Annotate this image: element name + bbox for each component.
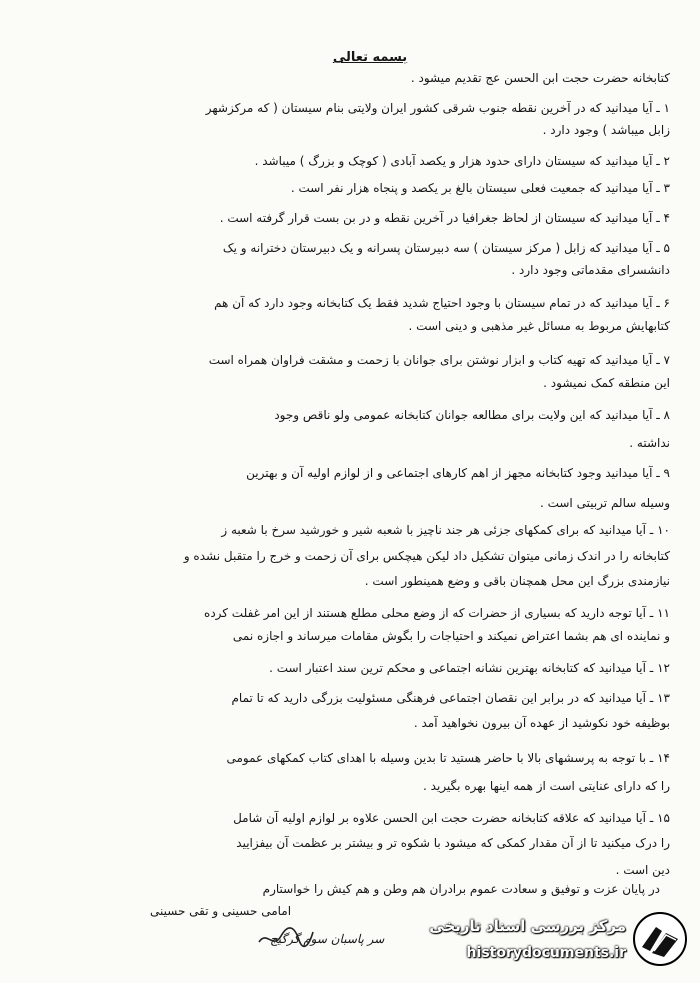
watermark — [429, 905, 690, 980]
text-line: کتابخانه را در اندک زمانی میتوان تشکیل داد لیکن هیچکس برای آن زحمت و خرج را متقبل نشده و — [183, 549, 670, 563]
text-line: بوظیفه خود نکوشید از عهده آن بیرون نخواهید آمد . — [413, 716, 670, 730]
text-line: ۱۲ ـ آیا میدانید که کتابخانه بهترین نشانه اجتماعی و محکم ترین سند اعتبار است . — [269, 661, 670, 675]
text-line: کتابخانه حضرت حجت ابن الحسن عج تقدیم میشود . — [410, 71, 670, 85]
text-line: دین است . — [615, 863, 670, 877]
text-line: نیازمندی بزرگ این محل همچنان باقی و وضع همینطور است . — [364, 574, 670, 588]
text-line: ۷ ـ آیا میدانید که تهیه کتاب و ابزار نوشتن برای جوانان با زحمت و مشقت فراوان همراه است — [208, 353, 670, 367]
signature-scrawl — [255, 924, 315, 950]
closing-signer: امامی حسینی و تقی حسینی — [150, 904, 292, 918]
signature-text: سر پاسبان سوم گرگیج — [270, 932, 385, 946]
text-line: را درک میکنید تا از آن مقدار کمکی که میشود با شکوه تر و بیشتر بر عظمت آن بیفزایید — [236, 836, 670, 850]
text-line: زابل میباشد ) وجود دارد . — [542, 123, 670, 137]
text-line: ۸ ـ آیا میدانید که این ولایت برای مطالعه جوانان کتابخانه عمومی ولو ناقص وجود — [274, 408, 670, 422]
text-line: ۱۳ ـ آیا میدانید که در برابر این نقصان اجتماعی فرهنگی مسئولیت بزرگی دارید که تا تمام — [231, 691, 670, 705]
text-line: ۲ ـ آیا میدانید که سیستان دارای حدود هزار و یکصد آبادی ( کوچک و بزرگ ) میباشد . — [254, 154, 670, 168]
text-line: ۱۰ ـ آیا میدانید که برای کمکهای جزئی هر جند ناچیز با شعبه شیر و خورشید سرخ با شعبه ز — [221, 523, 670, 537]
closing-line: در پایان عزت و توفیق و سعادت عموم برادران هم وطن و هم کیش را خواستارم — [262, 882, 660, 896]
text-line: و نماینده ای هم بشما اعتراض نمیکند و احتیاجات را بگوش مقامات میرساند و اجازه نمی — [232, 629, 670, 643]
text-line: نداشته . — [629, 436, 670, 450]
text-line: ۹ ـ آیا میدانید وجود کتابخانه مجهز از اهم کارهای اجتماعی و از لوازم اولیه آن و بهترین — [246, 466, 670, 480]
watermark-title: مرکز بررسی اسناد تاریخی — [429, 917, 626, 935]
text-line: ۵ ـ آیا میدانید که زابل ( مرکز سیستان ) سه دبیرستان پسرانه و یک دبیرستان دخترانه و یک — [222, 241, 670, 255]
text-line: این منطقه کمک نمیشود . — [543, 376, 670, 390]
text-line: ۳ ـ آیا میدانید که جمعیت فعلی سیستان بالغ بر یکصد و پنجاه هزار نفر است . — [290, 181, 670, 195]
text-line: ۱۱ ـ آیا توجه دارید که بسیاری از حضرات که از وضع محلی مطلع هستند از این امر غفلت کرده — [204, 606, 670, 620]
text-line: کتابهایش مربوط به مسائل غیر مذهبی و دینی است . — [408, 319, 670, 333]
text-line: ۱۵ ـ آیا میدانید که علاقه کتابخانه حضرت حجت ابن الحسن علاوه بر لوازم اولیه آن شامل — [233, 811, 670, 825]
text-line: ۶ ـ آیا میدانید که در تمام سیستان با وجود احتیاج شدید فقط یک کتابخانه وجود دارد که آن هم — [214, 296, 670, 310]
document-header: بسمه تعالی — [332, 50, 408, 65]
book-logo-icon — [632, 911, 688, 967]
text-line: ۴ ـ آیا میدانید که سیستان از لحاظ جغرافیا در آخرین نقطه و در بن بست قرار گرفته است . — [219, 211, 670, 225]
text-line: وسیله سالم تربیتی است . — [539, 496, 670, 510]
text-line: دانشسرای مقدماتی وجود دارد . — [511, 263, 670, 277]
text-line: ۱ ـ آیا میدانید که در آخرین نقطه جنوب شرقی کشور ایران ولایتی بنام سیستان ( که مرکزشهر — [205, 101, 670, 115]
text-line: را که دارای عنایتی است از همه اینها بهره بگیرید . — [423, 779, 670, 793]
watermark-url: historydocuments.ir — [466, 945, 626, 961]
text-line: ۱۴ ـ با توجه به پرسشهای بالا با حاضر هستید تا بدین وسیله با اهدای کتاب کمکهای عمومی — [226, 751, 670, 765]
